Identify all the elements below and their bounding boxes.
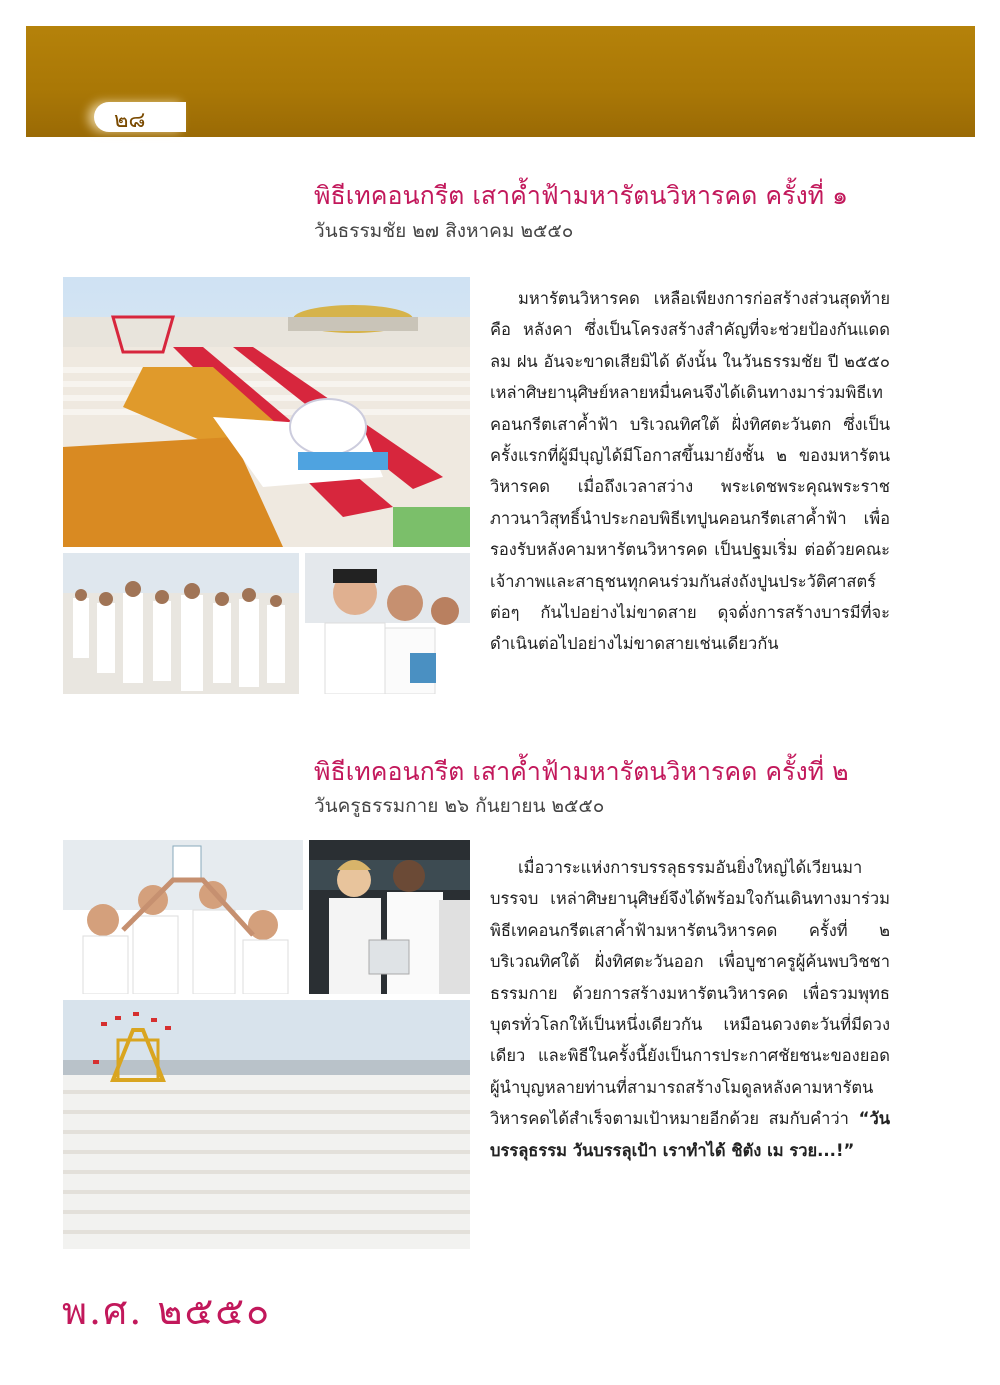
ceremony-aerial-photo bbox=[63, 277, 470, 547]
procession-photo bbox=[63, 553, 299, 694]
participants-photo bbox=[305, 553, 470, 694]
section-1-date: วันธรรมชัย ๒๗ สิงหาคม ๒๕๕๐ bbox=[314, 220, 574, 242]
crowd-photo bbox=[63, 1000, 470, 1249]
page-number-tab bbox=[26, 100, 166, 132]
year-label: พ.ศ. ๒๕๕๐ bbox=[62, 1289, 272, 1333]
section-1-title: พิธีเทคอนกรีต เสาค้ำฟ้ามหารัตนวิหารคด ครั้งที่ ๑ bbox=[314, 181, 848, 210]
section-2-paragraph bbox=[490, 852, 890, 1166]
section-2-quote: “วันบรรลุธรรม วันบรรลุเป้า เราทำได้ ชิตัง เม รวย...!” bbox=[490, 1109, 890, 1160]
section-2-body bbox=[490, 852, 890, 1166]
section-1-paragraph: มหารัตนวิหารคด เหลือเพียงการก่อสร้างส่วนสุดท้าย คือ หลังคา ซึ่งเป็นโครงสร้างสำคัญที่จะช่วยป้องกันแดด ลม ฝน อันจะขาดเสียมิได้ ดังนั้น ในวันธรรมชัย ปี ๒๕๕๐ เหล่าศิษยานุศิษย์หลายหมื่นคนจึงได้เดินทางมาร่วมพิธีเทคอนกรีตเสาค้ำฟ้า บริเวณทิศใต้ ฝั่งทิศตะวันตก ซึ่งเป็นครั้งแรกที่ผู้มีบุญได้มีโอกาสขึ้นมายังชั้น ๒ ของมหารัตนวิหารคด เมื่อถึงเวลาสว่าง พระเดชพระคุณพระราชภาวนาวิสุทธิ์นำประกอบพิธีเทปูนคอนกรีตเสาค้ำฟ้า เพื่อรองรับหลังคามหารัตนวิหารคด เป็นปฐมเริ่ม ต่อด้วยคณะเจ้าภาพและสาธุชนทุกคนร่วมกันส่งถังปูนประวัติศาสตร์ต่อๆ กันไปอย่างไม่ขาดสาย ดุจดั่งการสร้างบารมีที่จะดำเนินต่อไปอย่างไม่ขาดสายเช่นเดียวกัน bbox=[490, 289, 890, 654]
page-number: ๒๘ bbox=[114, 108, 146, 133]
section-2-paragraph-text: เมื่อวาระแห่งการบรรลุธรรมอันยิ่งใหญ่ได้เวียนมาบรรจบ เหล่าศิษยานุศิษย์จึงได้พร้อมใจกันเดินทางมาร่วมพิธีเทคอนกรีตเสาค้ำฟ้ามหารัตนวิหารคด ครั้งที่ ๒ บริเวณทิศใต้ ฝั่งทิศตะวันออก เพื่อบูชาครูผู้ค้นพบวิชชาธรรมกาย ด้วยการสร้างมหารัตนวิหารคด เพื่อรวมพุทธบุตรทั่วโลกให้เป็นหนึ่งเดียวกัน เหมือนดวงตะวันที่มีดวงเดียว และพิธีในครั้งนี้ยังเป็นการประกาศชัยชนะของยอดผู้นำบุญหลายท่านที่สามารถสร้างโมดูลหลังคามหารัตนวิหารคดได้สำเร็จตามเป้าหมายอีกด้วย สมกับคำว่า bbox=[490, 858, 890, 1129]
cheering-group-photo bbox=[63, 840, 303, 994]
section-2-title: พิธีเทคอนกรีต เสาค้ำฟ้ามหารัตนวิหารคด ครั้งที่ ๒ bbox=[314, 757, 849, 786]
couple-bucket-photo bbox=[309, 840, 470, 994]
section-1-body bbox=[490, 283, 890, 660]
section-2-date: วันครูธรรมกาย ๒๖ กันยายน ๒๕๕๐ bbox=[314, 795, 605, 817]
